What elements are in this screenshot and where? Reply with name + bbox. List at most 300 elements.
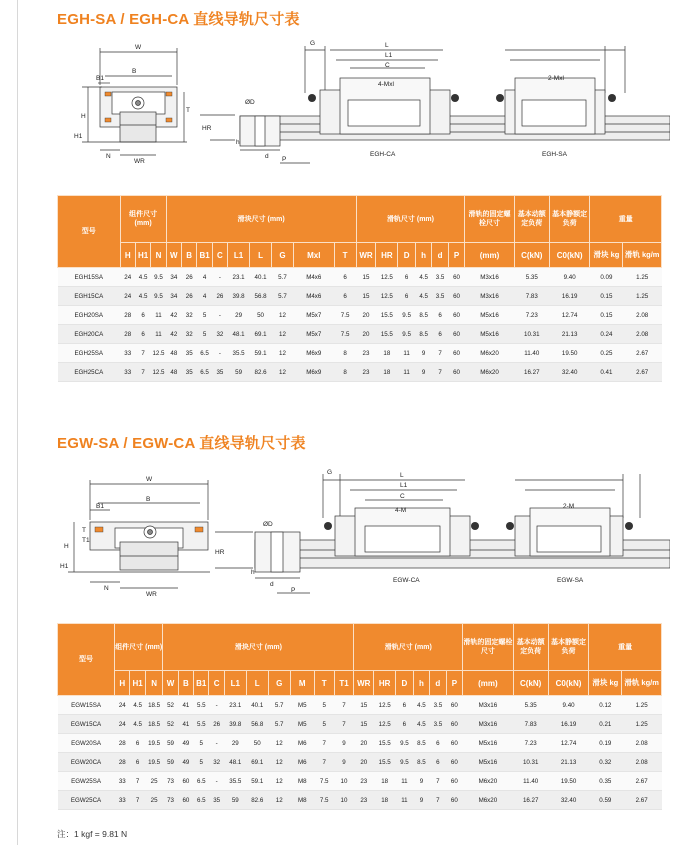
model-cell: EGH20CA (58, 325, 121, 344)
egh-col: d (432, 243, 448, 268)
egw-col: WR (354, 671, 374, 696)
egh-col: T (334, 243, 356, 268)
value-cell: 4 (197, 287, 212, 306)
value-cell: 60 (446, 715, 463, 734)
value-cell: 35 (212, 363, 227, 382)
table-row (58, 791, 662, 810)
value-cell: 4.5 (135, 268, 150, 287)
value-cell: 7 (334, 715, 354, 734)
egw-col: W (163, 671, 178, 696)
value-cell: 7.5 (314, 791, 334, 810)
model-cell: EGH15SA (58, 268, 121, 287)
value-cell: 26 (212, 287, 227, 306)
value-cell: 60 (446, 696, 463, 715)
value-cell: M4x6 (293, 268, 334, 287)
value-cell: 18.5 (145, 696, 163, 715)
egw-col: L (246, 671, 268, 696)
value-cell: 15 (356, 268, 376, 287)
value-cell: 7 (130, 772, 145, 791)
value-cell: 8 (334, 344, 356, 363)
value-cell: 5 (314, 715, 334, 734)
value-cell: 2.08 (622, 734, 662, 753)
value-cell: 60 (448, 268, 465, 287)
value-cell: 7.83 (514, 287, 549, 306)
value-cell: 41 (178, 696, 193, 715)
value-cell: 3.5 (430, 696, 446, 715)
egh-dim-2mxl: 2-Mxl (548, 75, 564, 82)
value-cell: 0.21 (589, 715, 622, 734)
egh-col: H1 (135, 243, 150, 268)
value-cell: 18.5 (145, 715, 163, 734)
egh-col: 滑轨 kg/m (623, 243, 662, 268)
value-cell: 59.1 (250, 344, 272, 363)
model-cell: EGH15CA (58, 287, 121, 306)
page-left-rule (17, 0, 18, 845)
value-cell: 25 (145, 791, 163, 810)
value-cell: 9.5 (151, 268, 166, 287)
value-cell: 4.5 (413, 715, 429, 734)
value-cell: 32 (209, 753, 224, 772)
value-cell: 60 (448, 363, 465, 382)
value-cell: 12 (272, 325, 294, 344)
egh-col: C(kN) (514, 243, 549, 268)
egw-col: T (314, 671, 334, 696)
value-cell: 73 (163, 772, 178, 791)
egw-col: B1 (194, 671, 209, 696)
value-cell: 15.5 (374, 734, 396, 753)
value-cell: 1.25 (622, 715, 662, 734)
egh-dim-4mxl: 4-Mxl (378, 81, 394, 88)
egh-col: D (398, 243, 416, 268)
value-cell: 7 (314, 753, 334, 772)
value-cell: 60 (178, 791, 193, 810)
value-cell: 6 (135, 325, 150, 344)
egh-col: P (448, 243, 465, 268)
value-cell: 6 (334, 287, 356, 306)
value-cell: 50 (246, 734, 268, 753)
value-cell: 2.67 (622, 772, 662, 791)
egw-col: L1 (224, 671, 246, 696)
value-cell: 10 (334, 772, 354, 791)
value-cell: 59 (224, 791, 246, 810)
value-cell: 24 (120, 287, 135, 306)
value-cell: 82.6 (250, 363, 272, 382)
value-cell: 7.5 (334, 325, 356, 344)
table-row (58, 696, 662, 715)
value-cell: 8 (334, 363, 356, 382)
value-cell: - (209, 696, 224, 715)
value-cell: 7.5 (314, 772, 334, 791)
value-cell: 15.5 (376, 325, 398, 344)
value-cell: 52 (163, 715, 178, 734)
value-cell: 6 (432, 325, 448, 344)
value-cell: 9 (413, 772, 429, 791)
value-cell: 73 (163, 791, 178, 810)
egw-col: C(kN) (513, 671, 548, 696)
egw-dim-b1: B1 (96, 503, 104, 510)
egh-dim-w: W (135, 44, 142, 51)
egw-header-block: 滑块尺寸 (mm) (163, 624, 354, 671)
value-cell: 9 (415, 363, 431, 382)
egh-dim-h: H (81, 113, 86, 120)
value-cell: 48.1 (224, 753, 246, 772)
egh-dim-c: C (385, 62, 390, 69)
value-cell: M5x16 (463, 753, 514, 772)
value-cell: 5.5 (194, 696, 209, 715)
egh-table-body (58, 268, 662, 382)
value-cell: 32.40 (549, 363, 590, 382)
value-cell: 4.5 (130, 715, 145, 734)
value-cell: 56.8 (250, 287, 272, 306)
egw-end-view-drawing (60, 470, 220, 600)
value-cell: 0.24 (590, 325, 623, 344)
value-cell: 49 (178, 753, 193, 772)
value-cell: 0.12 (589, 696, 622, 715)
egh-col: C (212, 243, 227, 268)
value-cell: 12.5 (376, 268, 398, 287)
value-cell: 11 (398, 344, 416, 363)
value-cell: 15 (354, 715, 374, 734)
egw-header-rail: 滑轨尺寸 (mm) (354, 624, 463, 671)
value-cell: 0.41 (590, 363, 623, 382)
value-cell: 7 (430, 791, 446, 810)
value-cell: 6.5 (194, 772, 209, 791)
value-cell: 12 (272, 344, 294, 363)
value-cell: 20 (354, 734, 374, 753)
value-cell: 49 (178, 734, 193, 753)
egw-col: h (413, 671, 429, 696)
model-cell: EGH20SA (58, 306, 121, 325)
value-cell: 9 (334, 753, 354, 772)
value-cell: M6x20 (463, 772, 514, 791)
egh-caption-sa: EGH-SA (542, 151, 567, 158)
value-cell: 0.09 (590, 268, 623, 287)
table-row (58, 306, 662, 325)
egh-dim-wr: WR (134, 158, 145, 165)
value-cell: 5.7 (272, 287, 294, 306)
value-cell: 12.5 (376, 287, 398, 306)
egh-caption-ca: EGH-CA (370, 151, 396, 158)
table-row (58, 734, 662, 753)
value-cell: M6x9 (293, 363, 334, 382)
value-cell: 12.5 (374, 715, 396, 734)
egh-col: L (250, 243, 272, 268)
value-cell: 24 (115, 696, 130, 715)
value-cell: 26 (209, 715, 224, 734)
value-cell: 5 (194, 753, 209, 772)
egw-dim-h: H (64, 543, 69, 550)
egh-col: WR (356, 243, 376, 268)
value-cell: 28 (115, 734, 130, 753)
value-cell: M6x9 (293, 344, 334, 363)
value-cell: 7 (135, 344, 150, 363)
value-cell: 8.5 (413, 753, 429, 772)
value-cell: 40.1 (246, 696, 268, 715)
egw-dim-w: W (146, 476, 153, 483)
egh-header-weight: 重量 (590, 196, 662, 243)
value-cell: 5.5 (194, 715, 209, 734)
value-cell: 5 (197, 306, 212, 325)
value-cell: 9 (415, 344, 431, 363)
value-cell: M6 (290, 734, 314, 753)
value-cell: 12.74 (548, 734, 589, 753)
egw-header-bolt: 滑轨的固定螺栓尺寸 (463, 624, 514, 671)
egh-col: G (272, 243, 294, 268)
value-cell: 11 (151, 306, 166, 325)
value-cell: 6 (398, 268, 416, 287)
value-cell: 11.40 (513, 772, 548, 791)
value-cell: 12.5 (151, 344, 166, 363)
egw-side-view-drawing (215, 468, 670, 598)
value-cell: 5 (314, 696, 334, 715)
value-cell: 0.32 (589, 753, 622, 772)
egh-col: (mm) (465, 243, 514, 268)
value-cell: 21.13 (548, 753, 589, 772)
value-cell: 34 (166, 268, 181, 287)
table-row (58, 753, 662, 772)
value-cell: 15.5 (376, 306, 398, 325)
value-cell: 12 (268, 772, 290, 791)
value-cell: 35.5 (228, 344, 250, 363)
value-cell: 6 (334, 268, 356, 287)
value-cell: 11 (396, 772, 414, 791)
value-cell: 32 (182, 306, 197, 325)
value-cell: 20 (356, 306, 376, 325)
egh-side-view-drawing (200, 38, 670, 168)
value-cell: 10.31 (514, 325, 549, 344)
value-cell: 29 (228, 306, 250, 325)
value-cell: 7 (135, 363, 150, 382)
egw-dim-hr: HR (215, 549, 225, 556)
value-cell: 12.5 (374, 696, 396, 715)
value-cell: 12 (268, 753, 290, 772)
value-cell: 6 (398, 287, 416, 306)
value-cell: 60 (448, 306, 465, 325)
model-cell: EGW25CA (58, 791, 115, 810)
value-cell: 7 (334, 696, 354, 715)
value-cell: 4 (197, 268, 212, 287)
egh-dim-n: N (106, 153, 111, 160)
value-cell: 26 (182, 287, 197, 306)
value-cell: 19.5 (145, 734, 163, 753)
value-cell: 11 (396, 791, 414, 810)
egw-table-body (58, 696, 662, 810)
value-cell: 9 (334, 734, 354, 753)
value-cell: 82.6 (246, 791, 268, 810)
model-cell: EGW20CA (58, 753, 115, 772)
value-cell: 33 (115, 772, 130, 791)
egh-dim-h-rail: h (236, 139, 240, 146)
egh-header-model: 型号 (58, 196, 121, 268)
value-cell: 24 (120, 268, 135, 287)
value-cell: 23 (354, 772, 374, 791)
value-cell: M5x16 (463, 734, 514, 753)
value-cell: 9 (413, 791, 429, 810)
egw-dim-l1: L1 (400, 482, 408, 489)
value-cell: 9.5 (398, 306, 416, 325)
egw-header-model: 型号 (58, 624, 115, 696)
value-cell: 60 (446, 734, 463, 753)
egw-header-dynamic-load: 基本动额定负荷 (513, 624, 548, 671)
table-row (58, 772, 662, 791)
egh-dim-p: P (282, 156, 287, 163)
value-cell: 2.08 (623, 306, 662, 325)
egh-col: L1 (228, 243, 250, 268)
value-cell: 7.23 (513, 734, 548, 753)
value-cell: 7 (130, 791, 145, 810)
value-cell: 20 (354, 753, 374, 772)
value-cell: M5x16 (465, 325, 514, 344)
value-cell: 6 (432, 306, 448, 325)
value-cell: 16.27 (514, 363, 549, 382)
value-cell: - (212, 268, 227, 287)
egw-col: B (178, 671, 193, 696)
value-cell: 3.5 (430, 715, 446, 734)
value-cell: 69.1 (246, 753, 268, 772)
value-cell: 5 (197, 325, 212, 344)
value-cell: 6.5 (197, 344, 212, 363)
unit-note: 注：1 kgf = 9.81 N (57, 829, 128, 839)
egw-col: M (290, 671, 314, 696)
value-cell: 60 (448, 325, 465, 344)
value-cell: 18 (374, 772, 396, 791)
value-cell: M6x20 (465, 363, 514, 382)
value-cell: 23.1 (224, 696, 246, 715)
value-cell: 0.15 (590, 306, 623, 325)
value-cell: 9.40 (548, 696, 589, 715)
value-cell: M3x16 (465, 287, 514, 306)
value-cell: 8.5 (415, 306, 431, 325)
value-cell: 35.5 (224, 772, 246, 791)
value-cell: 18 (376, 363, 398, 382)
value-cell: M5x7 (293, 306, 334, 325)
value-cell: 0.35 (589, 772, 622, 791)
value-cell: M8 (290, 772, 314, 791)
value-cell: 12 (268, 734, 290, 753)
value-cell: 7 (432, 363, 448, 382)
egh-col: Mxl (293, 243, 334, 268)
value-cell: 60 (448, 344, 465, 363)
value-cell: 59.1 (246, 772, 268, 791)
value-cell: 32.40 (548, 791, 589, 810)
value-cell: 52 (163, 696, 178, 715)
value-cell: 32 (182, 325, 197, 344)
value-cell: 5.7 (268, 715, 290, 734)
value-cell: 4.5 (135, 287, 150, 306)
egw-header-weight: 重量 (589, 624, 662, 671)
egh-col: N (151, 243, 166, 268)
egw-dim-t1: T1 (82, 537, 90, 544)
value-cell: 48.1 (228, 325, 250, 344)
egh-dim-l1: L1 (385, 52, 393, 59)
egw-dim-d: d (270, 581, 274, 588)
value-cell: 39.8 (228, 287, 250, 306)
value-cell: 3.5 (432, 268, 448, 287)
egw-col: H (115, 671, 130, 696)
value-cell: 7 (430, 772, 446, 791)
value-cell: 7.83 (513, 715, 548, 734)
egh-col: h (415, 243, 431, 268)
value-cell: 29 (224, 734, 246, 753)
value-cell: 5.7 (268, 696, 290, 715)
egh-dim-b: B (132, 68, 137, 75)
value-cell: 56.8 (246, 715, 268, 734)
value-cell: 6.5 (197, 363, 212, 382)
egh-col: 滑块 kg (590, 243, 623, 268)
value-cell: 5 (194, 734, 209, 753)
value-cell: - (209, 772, 224, 791)
value-cell: 42 (166, 306, 181, 325)
value-cell: 16.27 (513, 791, 548, 810)
value-cell: 8.5 (413, 734, 429, 753)
egw-dim-od: ØD (263, 521, 273, 528)
value-cell: 20 (356, 325, 376, 344)
value-cell: 6 (396, 696, 414, 715)
value-cell: 7.5 (334, 306, 356, 325)
egw-dim-g: G (327, 469, 333, 476)
value-cell: 24 (115, 715, 130, 734)
value-cell: 6 (130, 734, 145, 753)
value-cell: 6.5 (194, 791, 209, 810)
egw-header-static-load: 基本静额定负荷 (548, 624, 589, 671)
value-cell: 7 (432, 344, 448, 363)
egw-col: C (209, 671, 224, 696)
value-cell: 6 (135, 306, 150, 325)
model-cell: EGW25SA (58, 772, 115, 791)
egw-dim-wr: WR (146, 591, 157, 598)
value-cell: M5 (290, 715, 314, 734)
value-cell: 5.35 (514, 268, 549, 287)
value-cell: 2.67 (623, 344, 662, 363)
value-cell: 1.25 (622, 696, 662, 715)
value-cell: 4.5 (130, 696, 145, 715)
value-cell: 19.5 (145, 753, 163, 772)
model-cell: EGW20SA (58, 734, 115, 753)
egh-col: B (182, 243, 197, 268)
value-cell: 1.25 (623, 268, 662, 287)
value-cell: 35 (182, 344, 197, 363)
egw-column-headers (58, 671, 662, 696)
value-cell: 0.25 (590, 344, 623, 363)
egh-header-static-load: 基本静额定负荷 (549, 196, 590, 243)
value-cell: 32 (212, 325, 227, 344)
value-cell: 41 (178, 715, 193, 734)
value-cell: M3x16 (463, 696, 514, 715)
value-cell: M6x20 (463, 791, 514, 810)
value-cell: 60 (448, 287, 465, 306)
egw-header-assembly: 组件尺寸 (mm) (115, 624, 163, 671)
value-cell: - (212, 344, 227, 363)
value-cell: 19.50 (549, 344, 590, 363)
value-cell: 48 (166, 344, 181, 363)
value-cell: 60 (446, 791, 463, 810)
value-cell: M3x16 (465, 268, 514, 287)
value-cell: 60 (178, 772, 193, 791)
egw-col: G (268, 671, 290, 696)
model-cell: EGW15CA (58, 715, 115, 734)
value-cell: 9.40 (549, 268, 590, 287)
value-cell: 0.15 (590, 287, 623, 306)
value-cell: 15 (356, 287, 376, 306)
value-cell: 9.5 (151, 287, 166, 306)
value-cell: 42 (166, 325, 181, 344)
value-cell: 12 (272, 306, 294, 325)
value-cell: 6 (430, 753, 446, 772)
egw-col: HR (374, 671, 396, 696)
value-cell: 18 (374, 791, 396, 810)
value-cell: 21.13 (549, 325, 590, 344)
value-cell: 23 (354, 791, 374, 810)
